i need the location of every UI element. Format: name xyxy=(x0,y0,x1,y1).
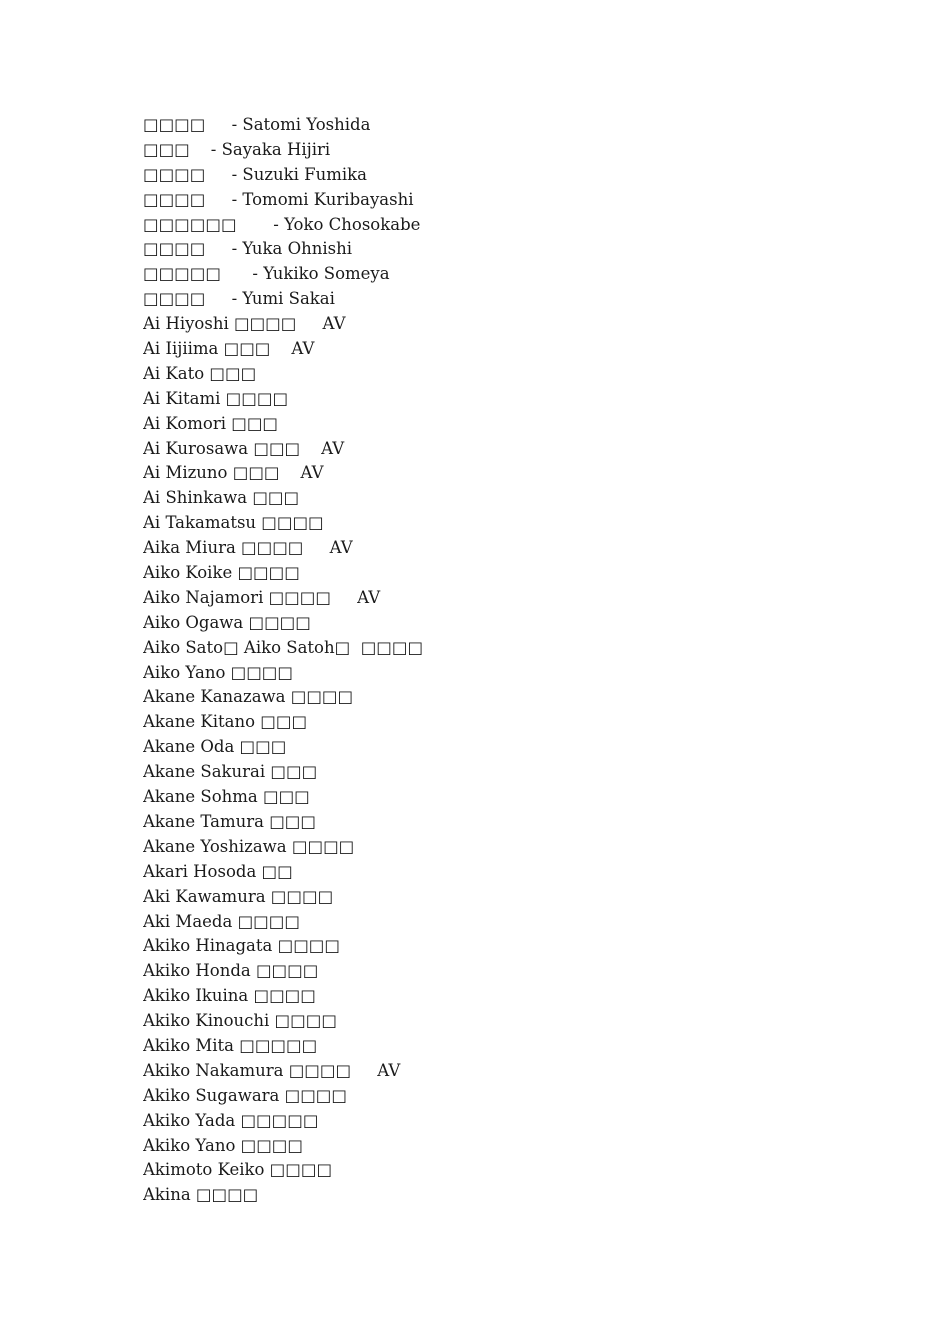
list-line: Ai Komori □□□ xyxy=(143,413,279,433)
list-line: Akane Tamura □□□ xyxy=(143,811,316,831)
list-line: Ai Iijiima □□□ AV xyxy=(143,339,315,359)
list-line: Akiko Hinagata □□□□ xyxy=(143,936,340,956)
list-line: Ai Mizuno □□□ AV xyxy=(143,463,324,483)
list-line: Aika Miura □□□□ AV xyxy=(143,538,353,558)
list-line: Ai Hiyoshi □□□□ AV xyxy=(143,314,346,334)
list-line: Aiko Najamori □□□□ AV xyxy=(143,587,381,607)
list-line: Aki Kawamura □□□□ xyxy=(143,886,334,906)
list-line: Akiko Ikuina □□□□ xyxy=(143,986,316,1006)
list-line: Ai Kato □□□ xyxy=(143,363,257,383)
list-line: Akiko Mita □□□□□ xyxy=(143,1035,318,1055)
list-line: Akiko Yano □□□□ xyxy=(143,1135,303,1155)
list-line: Akimoto Keiko □□□□ xyxy=(143,1160,333,1180)
list-line: □□□□ - Yumi Sakai xyxy=(143,289,335,309)
name-list xyxy=(143,113,923,1208)
list-line: Ai Takamatsu □□□□ xyxy=(143,513,324,533)
list-line: Ai Kitami □□□□ xyxy=(143,388,289,408)
list-line: Akiko Nakamura □□□□ AV xyxy=(143,1060,401,1080)
list-line: Akari Hosoda □□ xyxy=(143,861,293,881)
list-line: Aiko Ogawa □□□□ xyxy=(143,612,311,632)
list-line: □□□□ - Satomi Yoshida xyxy=(143,115,371,134)
list-line: Ai Kurosawa □□□ AV xyxy=(143,438,345,458)
list-line: Aki Maeda □□□□ xyxy=(143,911,300,931)
list-line: □□□□□ - Yukiko Someya xyxy=(143,264,390,284)
list-line: □□□□□□ - Yoko Chosokabe xyxy=(143,214,421,234)
list-line: Ai Shinkawa □□□ xyxy=(143,488,300,508)
list-line: Aiko Yano □□□□ xyxy=(143,662,293,682)
list-line: Akane Sohma □□□ xyxy=(143,787,310,807)
list-line: □□□□ - Yuka Ohnishi xyxy=(143,239,352,259)
list-line: Akane Sakurai □□□ xyxy=(143,762,318,782)
list-line: Aiko Sato□ Aiko Satoh□ □□□□ xyxy=(143,637,424,657)
list-line: Akane Yoshizawa □□□□ xyxy=(143,836,355,856)
list-line: □□□□ - Tomomi Kuribayashi xyxy=(143,189,414,209)
list-line: Akane Kanazawa □□□□ xyxy=(143,687,354,707)
list-line: Akiko Sugawara □□□□ xyxy=(143,1085,347,1105)
list-line: □□□□ - Suzuki Fumika xyxy=(143,164,368,184)
list-line: Akiko Kinouchi □□□□ xyxy=(143,1011,337,1031)
list-line: Akane Oda □□□ xyxy=(143,737,287,757)
list-line: Akiko Honda □□□□ xyxy=(143,961,319,981)
list-line: Aiko Koike □□□□ xyxy=(143,563,300,583)
list-line: Akiko Yada □□□□□ xyxy=(143,1110,319,1130)
list-line: □□□ - Sayaka Hijiri xyxy=(143,139,331,159)
list-line: Akina □□□□ xyxy=(143,1185,259,1205)
list-line: Akane Kitano □□□ xyxy=(143,712,308,732)
